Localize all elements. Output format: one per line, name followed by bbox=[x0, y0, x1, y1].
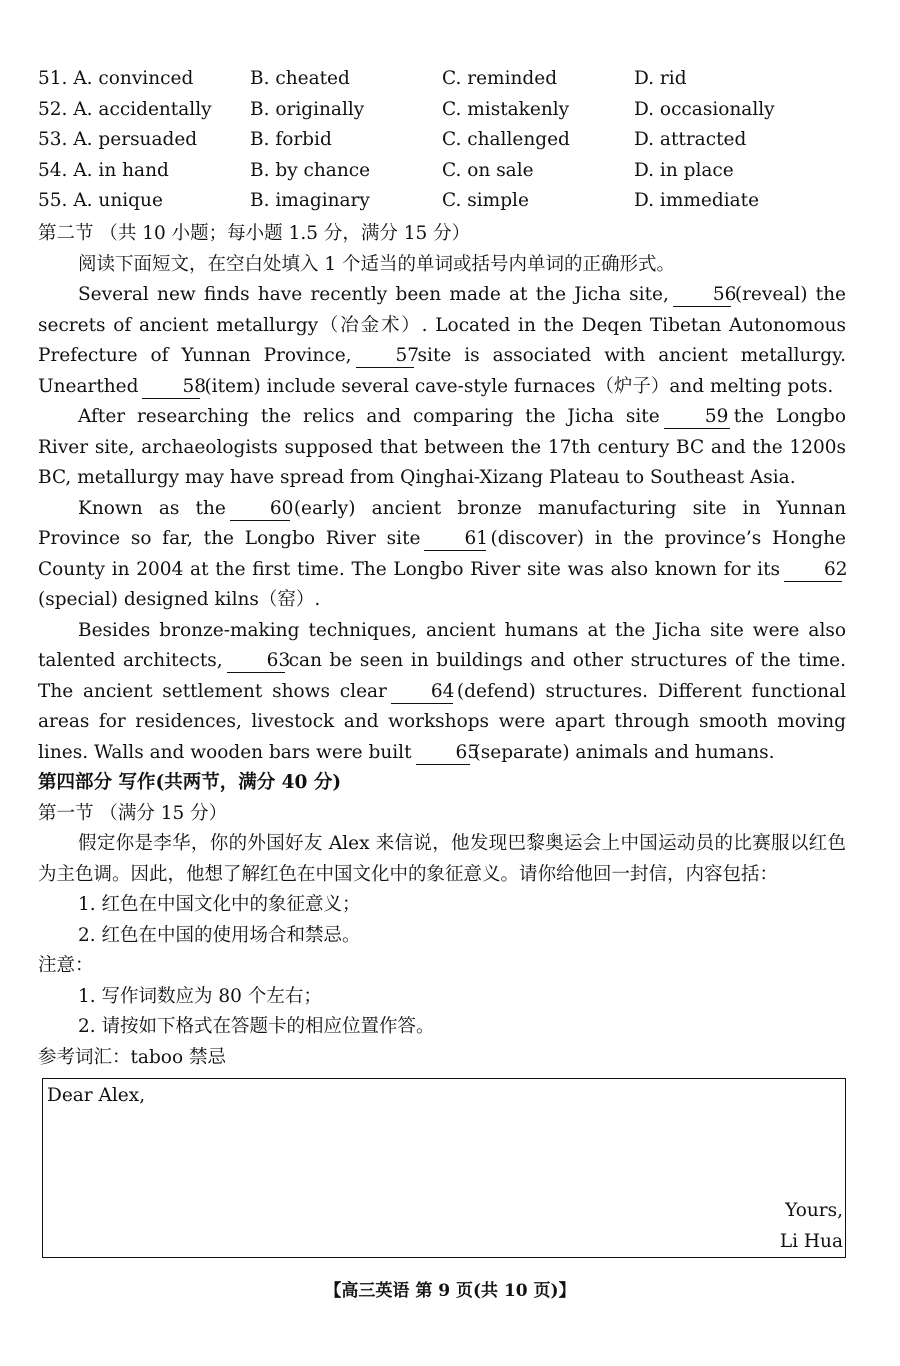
option-c: C. on sale bbox=[442, 159, 534, 181]
option-d: D. in place bbox=[634, 159, 734, 181]
option-row-55 bbox=[38, 186, 858, 217]
options-list bbox=[38, 64, 858, 217]
option-b: B. forbid bbox=[250, 129, 332, 150]
question-number: 53. bbox=[38, 129, 68, 150]
blank-60: 60 bbox=[230, 498, 290, 521]
option-b: B. originally bbox=[250, 98, 365, 120]
letter-closing: Yours, bbox=[785, 1200, 843, 1221]
blank-56: 56 bbox=[673, 284, 731, 307]
passage-paragraph-1 bbox=[38, 280, 846, 402]
option-row-51 bbox=[38, 64, 858, 95]
option-row-54 bbox=[38, 156, 858, 187]
option-a: A. convinced bbox=[73, 68, 194, 89]
passage-text: (separate) animals and humans. bbox=[473, 741, 775, 763]
passage-text: (defend) structures. Different functional areas for residences, livestock and workshops were apart through smooth moving lines. Walls and wooden bars were built bbox=[38, 680, 846, 763]
writing-point-1: 1. 红色在中国文化中的象征意义； bbox=[78, 894, 361, 915]
letter-closing-block bbox=[780, 1196, 843, 1257]
blank-63: 63 bbox=[227, 650, 285, 673]
option-d: D. attracted bbox=[634, 129, 747, 150]
note-label: 注意： bbox=[38, 955, 94, 976]
question-number: 54. bbox=[38, 159, 68, 181]
option-a: A. unique bbox=[73, 190, 163, 211]
part4-heading: 第四部分 写作(共两节，满分 40 分) bbox=[38, 772, 342, 793]
option-b: B. by chance bbox=[250, 159, 371, 181]
question-number: 55. bbox=[38, 190, 68, 211]
option-d: D. occasionally bbox=[634, 98, 775, 120]
section2-heading: 第二节 （共 10 小题；每小题 1.5 分，满分 15 分） bbox=[38, 223, 471, 244]
option-a: A. persuaded bbox=[73, 129, 198, 150]
option-c: C. challenged bbox=[442, 129, 570, 150]
passage-text: (item) include several cave-style furnaces（炉子）and melting pots. bbox=[204, 375, 834, 397]
option-d: D. immediate bbox=[634, 190, 760, 211]
option-c: C. reminded bbox=[442, 68, 558, 89]
passage-text: After researching the relics and comparing the Jicha site bbox=[78, 406, 660, 427]
blank-65: 65 bbox=[416, 742, 470, 765]
passage-text: (early) ancient bronze manufacturing site in Yunnan Province so far, the Longbo River site bbox=[38, 497, 846, 549]
passage-text: the Longbo River site, archaeologists supposed that between the 17th century BC and the 1200s BC, metallurgy may have spread from Qinghai-Xizang Plateau to Southeast Asia. bbox=[38, 406, 846, 488]
passage-text: (reveal) the secrets of ancient metallurgy（冶金术）. Located in the Deqen Tibetan Autonomous Prefecture of Yunnan Province, bbox=[38, 284, 846, 366]
question-number: 51. bbox=[38, 68, 68, 89]
option-b: B. cheated bbox=[250, 68, 350, 89]
option-d: D. rid bbox=[634, 68, 687, 89]
writing-prompt: 假定你是李华，你的外国好友 Alex 来信说，他发现巴黎奥运会上中国运动员的比赛服以红色为主色调。因此，他想了解红色在中国文化中的象征意义。请你给他回一封信，内容包括： bbox=[38, 833, 846, 885]
passage-paragraph-4 bbox=[38, 616, 846, 769]
option-a: A. in hand bbox=[73, 159, 169, 181]
answer-letter-box bbox=[42, 1078, 846, 1258]
exam-body bbox=[38, 219, 846, 1073]
writing-point-2: 2. 红色在中国的使用场合和禁忌。 bbox=[78, 924, 361, 946]
note-2: 2. 请按如下格式在答题卡的相应位置作答。 bbox=[78, 1016, 435, 1037]
passage-text: (special) designed kilns（窑）. bbox=[38, 589, 321, 610]
passage-text: can be seen in buildings and other structures of the time. The ancient settlement shows clear bbox=[38, 650, 846, 702]
blank-58: 58 bbox=[142, 376, 200, 399]
option-c: C. mistakenly bbox=[442, 98, 570, 120]
option-c: C. simple bbox=[442, 190, 529, 211]
section2-instruction: 阅读下面短文，在空白处填入 1 个适当的单词或括号内单词的正确形式。 bbox=[78, 253, 676, 275]
blank-64: 64 bbox=[391, 681, 453, 704]
passage-text: Besides bronze-making techniques, ancient humans at the Jicha site were also talented architects, bbox=[38, 619, 846, 671]
blank-62: 62 bbox=[784, 559, 842, 582]
passage-text: site is associated with ancient metallurgy. Unearthed bbox=[38, 345, 846, 397]
passage-paragraph-3 bbox=[38, 494, 846, 616]
letter-greeting: Dear Alex, bbox=[47, 1085, 146, 1106]
question-number: 52. bbox=[38, 98, 68, 120]
blank-59: 59 bbox=[664, 406, 730, 429]
passage-text: Known as the bbox=[78, 497, 226, 519]
blank-61: 61 bbox=[424, 528, 486, 551]
passage-paragraph-2 bbox=[38, 402, 846, 494]
note-1: 1. 写作词数应为 80 个左右； bbox=[78, 985, 322, 1007]
blank-57: 57 bbox=[356, 345, 414, 368]
vocab-hint: 参考词汇：taboo 禁忌 bbox=[38, 1046, 226, 1068]
page-footer: 【高三英语 第 9 页(共 10 页)】 bbox=[324, 1281, 576, 1301]
option-b: B. imaginary bbox=[250, 190, 370, 211]
part4-section1-heading: 第一节 （满分 15 分） bbox=[38, 802, 228, 824]
option-row-53 bbox=[38, 125, 858, 156]
passage-text: Several new finds have recently been made at the Jicha site, bbox=[78, 284, 669, 305]
letter-signature: Li Hua bbox=[779, 1230, 843, 1252]
option-a: A. accidentally bbox=[73, 98, 212, 120]
passage-text: (discover) in the province’s Honghe County in 2004 at the first time. The Longbo River site was also known for its bbox=[38, 528, 846, 580]
option-row-52 bbox=[38, 95, 858, 126]
